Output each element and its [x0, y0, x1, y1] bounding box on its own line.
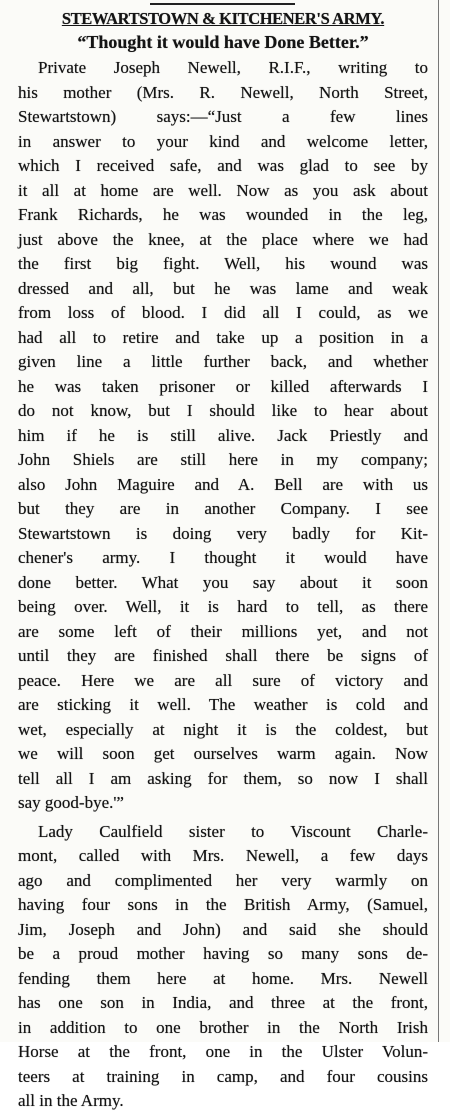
- subheadline: “Thought it would have Done Better.”: [77, 32, 369, 52]
- text-line: him if he is still alive. Jack Priestly and: [18, 425, 428, 445]
- text-line: ago and complimented her very warmly on: [18, 870, 428, 890]
- text-line: do not know, but I should like to hear about: [18, 401, 428, 420]
- text-line: from loss of blood. I did all I could, as we: [18, 303, 428, 322]
- text-line: Horse at the front, one in the Ulster Volun-: [18, 1042, 428, 1061]
- text-line: are some left of their millions yet, and not: [18, 621, 428, 641]
- paragraph: [18, 820, 428, 1114]
- text-line: done better. What you say about it soon: [18, 572, 428, 592]
- text-line: be a proud mother having so many sons de-: [18, 944, 428, 963]
- text-line: had all to retire and take up a position in a: [18, 327, 428, 347]
- text-line: teers at training in camp, and four cousins: [18, 1066, 428, 1086]
- header-rule: [150, 3, 295, 5]
- text-line: wet, especially at night it is the coldest, but: [18, 719, 428, 739]
- text-line: but they are in another Company. I see: [18, 499, 428, 518]
- text-line: also John Maguire and A. Bell are with us: [18, 474, 428, 494]
- column-rule: [438, 0, 439, 1042]
- text-line: dressed and all, but he was lame and weak: [18, 278, 428, 298]
- text-line: Stewartstown) says:—“Just a few lines: [18, 107, 428, 126]
- text-line: his mother (Mrs. R. Newell, North Street,: [18, 82, 428, 102]
- headline: STEWARTSTOWN & KITCHENER'S ARMY.: [61, 9, 385, 28]
- text-line: Stewartstown is doing very badly for Kit-: [18, 523, 428, 543]
- text-line: Jim, Joseph and John) and said she should: [18, 919, 428, 939]
- text-line: peace. Here we are all sure of victory and: [18, 670, 428, 690]
- paragraph: [18, 56, 428, 816]
- text-line: which I received safe, and was glad to see by: [18, 156, 428, 175]
- text-line: mont, called with Mrs. Newell, a few days: [18, 846, 428, 865]
- text-line: until they are finished shall there be signs of: [18, 646, 428, 665]
- text-line: all in the Army.: [18, 1091, 124, 1110]
- text-line: tell all I am asking for them, so now I shall: [18, 768, 428, 788]
- text-line: given line a little further back, and whether: [18, 352, 428, 371]
- text-line: chener's army. I thought it would have: [18, 548, 428, 567]
- text-line: it all at home are well. Now as you ask about: [18, 180, 428, 200]
- text-line: being over. Well, it is hard to tell, as there: [18, 597, 428, 616]
- text-line: he was taken prisoner or killed afterwards I: [18, 376, 428, 396]
- text-line: John Shiels are still here in my company;: [18, 450, 428, 469]
- text-line: in answer to your kind and welcome letter,: [18, 131, 428, 151]
- text-line: Lady Caulfield sister to Viscount Charle-: [38, 821, 428, 841]
- text-line: Private Joseph Newell, R.I.F., writing to: [38, 58, 428, 77]
- text-line: are sticking it well. The weather is cold and: [18, 695, 428, 714]
- text-line: having four sons in the British Army, (Samuel,: [18, 895, 428, 914]
- article-column: [18, 8, 428, 1114]
- text-line: say good-bye.'”: [18, 793, 124, 812]
- text-line: has one son in India, and three at the front,: [18, 993, 428, 1012]
- text-line: just above the knee, at the place where we had: [18, 229, 428, 249]
- text-line: fending them here at home. Mrs. Newell: [18, 968, 428, 988]
- text-line: Frank Richards, he was wounded in the leg,: [18, 205, 428, 224]
- text-line: we will soon get ourselves warm again. Now: [18, 744, 428, 763]
- text-line: the first big fight. Well, his wound was: [18, 254, 428, 273]
- article-body: [18, 56, 428, 1114]
- text-line: in addition to one brother in the North Irish: [18, 1017, 428, 1037]
